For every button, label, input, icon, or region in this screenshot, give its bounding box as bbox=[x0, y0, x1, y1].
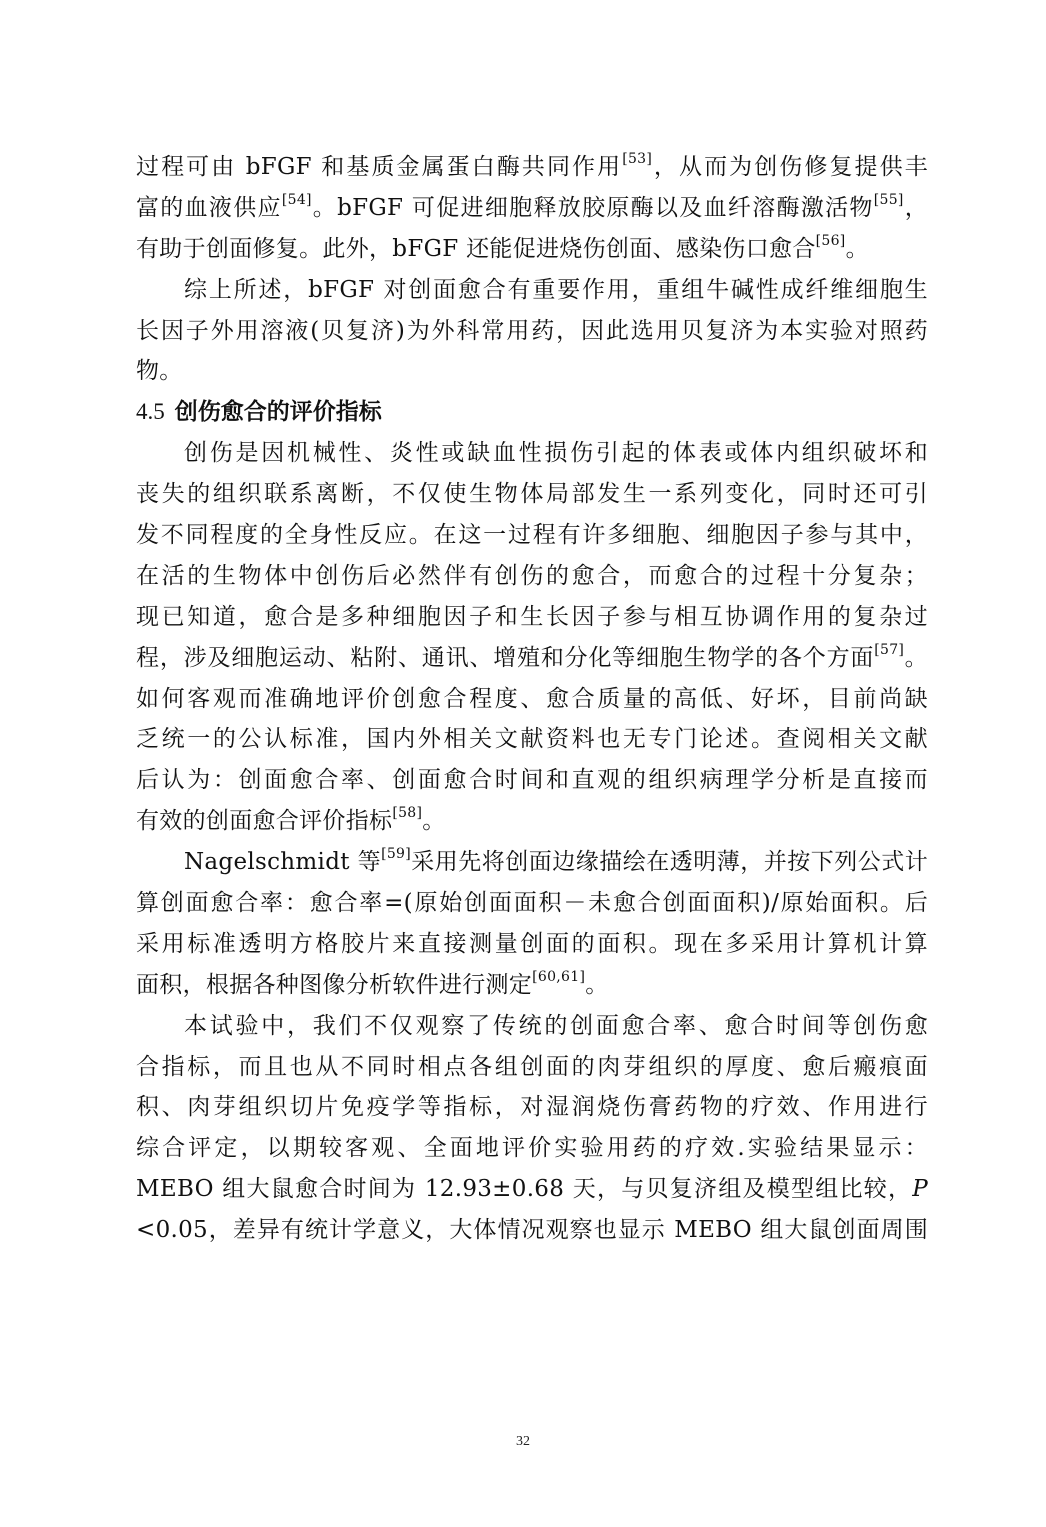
text-line bbox=[136, 965, 928, 1006]
text-segment: 有助于创面修复。此外，bFGF 还能促进烧伤创面、感染伤口愈合 bbox=[136, 235, 816, 262]
text-line bbox=[136, 679, 928, 720]
text-line bbox=[136, 270, 928, 311]
text-line bbox=[136, 474, 928, 515]
text-line bbox=[136, 1128, 928, 1169]
text-segment: 面积，根据各种图像分析软件进行测定 bbox=[136, 971, 533, 998]
text-line bbox=[136, 229, 928, 270]
text-segment: 创伤是因机械性、炎性或缺血性损伤引起的体表或体内组织破坏和 bbox=[184, 440, 928, 467]
text-segment: 长因子外用溶液(贝复济)为外科常用药，因此选用贝复济为本实验对照药 bbox=[136, 317, 928, 344]
text-segment: 。bFGF 可促进细胞释放胶原酶以及血纤溶酶激活物 bbox=[311, 194, 874, 221]
text-line bbox=[136, 433, 928, 474]
text-line bbox=[136, 924, 928, 965]
text-line bbox=[136, 801, 928, 842]
section-heading bbox=[136, 392, 928, 433]
text-line bbox=[136, 1047, 928, 1088]
body-text bbox=[136, 147, 928, 1251]
text-line bbox=[136, 147, 928, 188]
text-segment: 算创面愈合率：愈合率=(原始创面面积－未愈合创面面积)/原始面积。后 bbox=[136, 890, 928, 917]
text-line bbox=[136, 188, 928, 229]
page-number: 32 bbox=[516, 1434, 530, 1449]
text-line bbox=[136, 719, 928, 760]
text-line bbox=[136, 1210, 928, 1251]
text-segment: 综合评定，以期较客观、全面地评价实验用药的疗效.实验结果显示： bbox=[136, 1135, 928, 1162]
citation-ref: [53] bbox=[622, 151, 653, 167]
section-number: 4.5 bbox=[136, 399, 165, 425]
text-segment: 采用标准透明方格胶片来直接测量创面的面积。现在多采用计算机计算 bbox=[136, 930, 928, 957]
text-segment: P bbox=[912, 1176, 928, 1203]
text-line bbox=[136, 638, 928, 679]
section-title: 创伤愈合的评价指标 bbox=[174, 399, 382, 426]
text-line bbox=[136, 515, 928, 556]
text-segment: 乏统一的公认标准，国内外相关文献资料也无专门论述。查阅相关文献 bbox=[136, 726, 928, 753]
text-segment: ， bbox=[903, 194, 928, 221]
citation-ref: [56] bbox=[815, 232, 846, 249]
text-segment: 如何客观而准确地评价创愈合程度、愈合质量的高低、好坏，目前尚缺 bbox=[136, 685, 928, 712]
text-segment: 。 bbox=[904, 644, 928, 671]
text-segment: 。 bbox=[585, 971, 609, 998]
text-segment: 丧失的组织联系离断，不仅使生物体局部发生一系列变化，同时还可引 bbox=[136, 481, 928, 508]
text-line bbox=[136, 351, 928, 392]
text-line bbox=[136, 556, 928, 597]
text-line bbox=[136, 760, 928, 801]
text-segment: 合指标，而且也从不同时相点各组创面的肉芽组织的厚度、愈后瘢痕面 bbox=[136, 1053, 928, 1080]
text-line bbox=[136, 597, 928, 638]
text-segment: MEBO 组大鼠愈合时间为 12.93±0.68 天，与贝复济组及模型组比较， bbox=[136, 1176, 913, 1203]
text-segment: 有效的创面愈合评价指标 bbox=[136, 808, 393, 835]
citation-ref: [60,61] bbox=[532, 968, 586, 985]
text-segment: 。 bbox=[845, 235, 869, 262]
text-segment: 发不同程度的全身性反应。在这一过程有许多细胞、细胞因子参与其中， bbox=[136, 522, 928, 549]
text-line bbox=[136, 883, 928, 924]
text-segment: 现已知道，愈合是多种细胞因子和生长因子参与相互协调作用的复杂过 bbox=[136, 603, 928, 630]
text-segment: 后认为：创面愈合率、创面愈合时间和直观的组织病理学分析是直接而 bbox=[136, 767, 928, 794]
citation-ref: [59] bbox=[381, 846, 412, 863]
text-line bbox=[136, 1006, 928, 1047]
text-line bbox=[136, 1169, 928, 1210]
text-segment: 过程可由 bFGF 和基质金属蛋白酶共同作用 bbox=[136, 154, 623, 180]
text-segment: 综上所述，bFGF 对创面愈合有重要作用，重组牛碱性成纤维细胞生 bbox=[184, 276, 928, 303]
text-segment: 在活的生物体中创伤后必然伴有创伤的愈合，而愈合的过程十分复杂； bbox=[136, 562, 928, 589]
text-line bbox=[136, 311, 928, 352]
citation-ref: [58] bbox=[392, 805, 423, 822]
text-segment: 本试验中，我们不仅观察了传统的创面愈合率、愈合时间等创伤愈 bbox=[184, 1012, 928, 1039]
text-segment: 采用先将创面边缘描绘在透明薄，并按下列公式计 bbox=[411, 849, 928, 876]
text-segment: 积、肉芽组织切片免疫学等指标，对湿润烧伤膏药物的疗效、作用进行 bbox=[136, 1094, 928, 1121]
text-segment: Nagelschmidt 等 bbox=[184, 849, 382, 876]
text-segment: 程，涉及细胞运动、粘附、通讯、增殖和分化等细胞生物学的各个方面 bbox=[136, 644, 875, 671]
text-segment: 富的血液供应 bbox=[136, 194, 282, 221]
text-segment: <0.05，差异有统计学意义，大体情况观察也显示 MEBO 组大鼠创面周围 bbox=[136, 1217, 928, 1244]
text-line bbox=[136, 842, 928, 883]
text-segment: ，从而为创伤修复提供丰 bbox=[652, 154, 928, 180]
text-segment: 物。 bbox=[136, 358, 183, 385]
citation-ref: [57] bbox=[874, 641, 905, 658]
text-line bbox=[136, 1087, 928, 1128]
citation-ref: [54] bbox=[281, 191, 312, 208]
text-segment: 。 bbox=[422, 808, 446, 835]
citation-ref: [55] bbox=[873, 191, 904, 208]
